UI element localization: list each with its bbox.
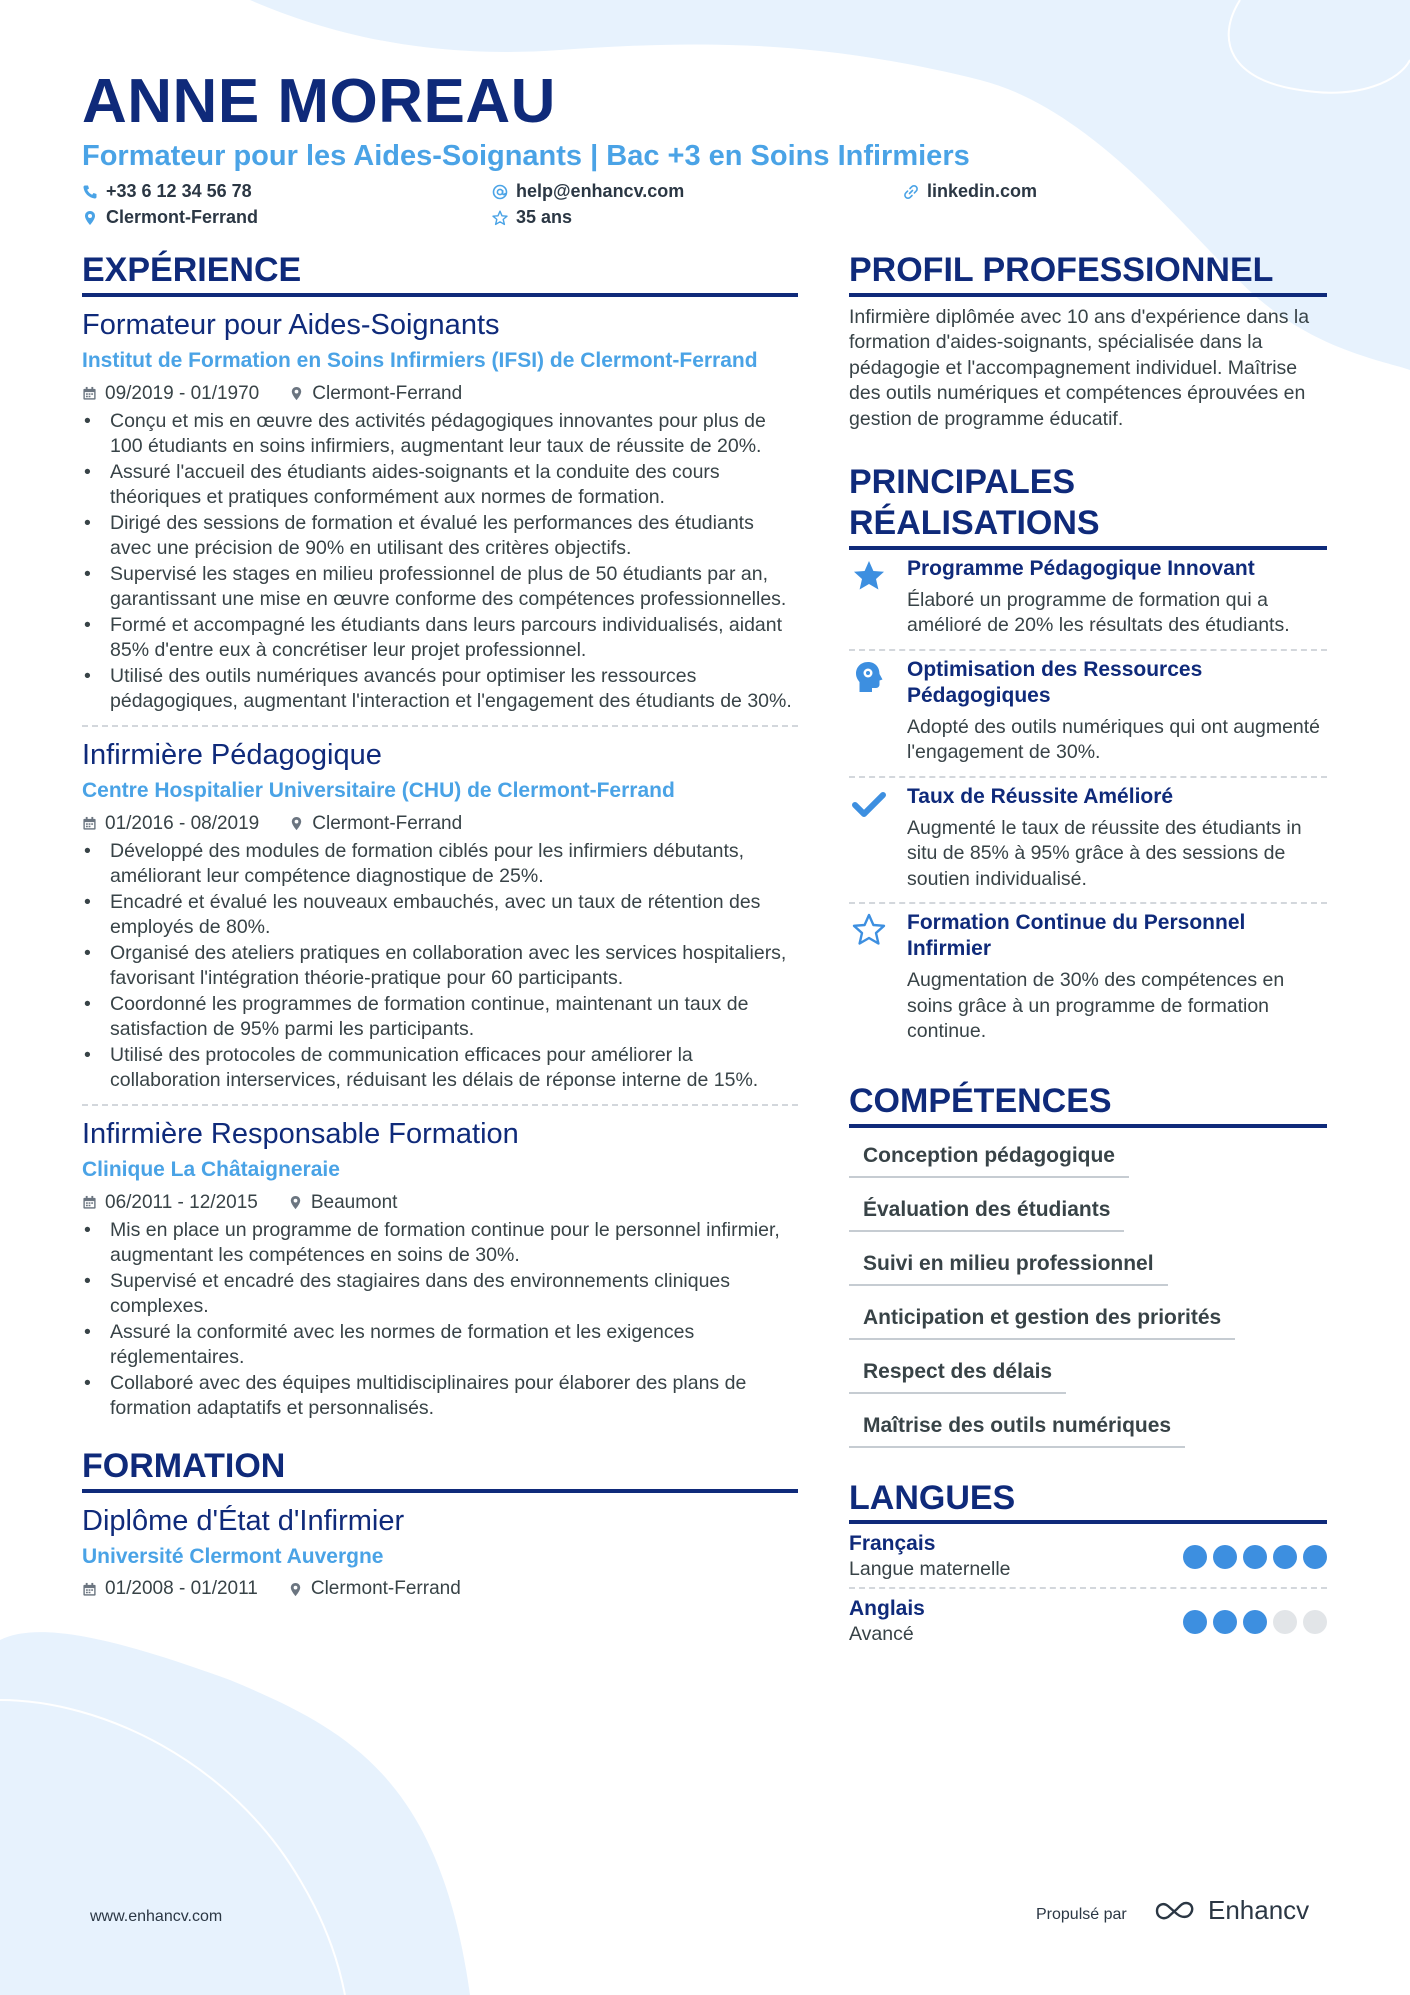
contact-linkedin — [903, 181, 1037, 202]
skills-list — [849, 1128, 1327, 1448]
link-icon — [903, 184, 919, 200]
job-bullet: • Mis en place un programme de formation continue pour le personnel infirmier, augmentant les compétences en soins de 30%. — [82, 1218, 798, 1269]
job-bullet: • Supervisé et encadré des stagiaires dans des environnements cliniques complexes. — [82, 1269, 798, 1320]
profile-text: Infirmière diplômée avec 10 ans d'expérience dans la formation d'aides-soignants, spécialisée dans la pédagogie et l'accompagnement individuel. Maîtrise des outils numériques et compétences éprouvées en gestion de programme éducatif. — [849, 305, 1310, 430]
education-heading: FORMATION — [82, 1446, 798, 1493]
job-meta — [82, 813, 798, 835]
language-level: Langue maternelle — [849, 1558, 1011, 1581]
rating-dot-filled — [1183, 1610, 1207, 1634]
job-bullet: • Encadré et évalué les nouveaux embauchés, avec un taux de rétention des employés de 80%. — [82, 890, 798, 941]
achievement-desc: Augmenté le taux de réussite des étudiants in situ de 85% à 95% grâce à des sessions de soutien individualisé. — [907, 816, 1302, 890]
calendar-icon — [82, 1582, 97, 1597]
job-title: Formateur pour Aides-Soignants — [82, 308, 500, 341]
rating-dot-empty — [1273, 1610, 1297, 1634]
achievement-item — [849, 651, 1327, 778]
age-text: 35 ans — [516, 207, 573, 227]
job-bullet: • Utilisé des protocoles de communication efficaces pour améliorer la collaboration interservices, réduisant les délais de réponse interne de 15%. — [82, 1043, 798, 1094]
candidate-name: ANNE MOREAU — [82, 67, 556, 136]
achievement-title: Formation Continue du Personnel Infirmier — [907, 911, 1246, 961]
location-pin-icon — [289, 386, 304, 401]
phone-text[interactable]: +33 6 12 34 56 78 — [106, 181, 252, 201]
footer-powered-by: Propulsé par — [1036, 1906, 1127, 1923]
achievement-desc: Adopté des outils numériques qui ont augmenté l'engagement de 30%. — [907, 715, 1321, 764]
job-location-text: Clermont-Ferrand — [312, 382, 463, 404]
enhancv-brand: Enhancv — [1208, 1895, 1310, 1925]
achievement-title: Taux de Réussite Amélioré — [907, 784, 1174, 808]
job-location-text: Beaumont — [310, 1191, 398, 1213]
footer-url[interactable]: www.enhancv.com — [90, 1908, 223, 1925]
language-level: Avancé — [849, 1623, 914, 1646]
job-meta — [82, 383, 798, 405]
languages-heading: LANGUES — [849, 1478, 1327, 1525]
achievement-desc: Élaboré un programme de formation qui a amélioré de 20% les résultats des étudiants. — [907, 588, 1290, 637]
contact-age — [492, 207, 572, 228]
job-meta — [82, 1192, 798, 1214]
job-bullets — [82, 409, 798, 715]
education-dates — [82, 1578, 258, 1600]
location-pin-icon — [288, 1582, 303, 1597]
location-text: Clermont-Ferrand — [106, 207, 259, 227]
profile-heading: PROFIL PROFESSIONNEL — [849, 250, 1327, 297]
job-bullets — [82, 839, 798, 1094]
rating-dot-filled — [1213, 1545, 1237, 1569]
job-dates — [82, 1192, 258, 1214]
achievements-heading — [849, 462, 1327, 550]
education-meta — [82, 1578, 798, 1600]
candidate-title: Formateur pour les Aides-Soignants | Bac +3 en Soins Infirmiers — [82, 140, 970, 172]
job-location — [288, 1192, 398, 1214]
achievement-title: Programme Pédagogique Innovant — [907, 556, 1255, 580]
rating-dot-filled — [1243, 1545, 1267, 1569]
job-company: Institut de Formation en Soins Infirmiers (IFSI) de Clermont-Ferrand — [82, 349, 758, 373]
job-bullet: • Supervisé les stages en milieu professionnel de plus de 50 étudiants par an, garantissant une mise en œuvre conforme des compétences professionnelles. — [82, 562, 798, 613]
job-location — [289, 383, 462, 405]
education-dates-text: 01/2008 - 01/2011 — [105, 1578, 258, 1600]
job-bullet: • Formé et accompagné les étudiants dans leurs parcours individualisés, aidant 85% d'entre eux à concrétiser leur projet professionnel. — [82, 613, 798, 664]
job-bullet: • Coordonné les programmes de formation continue, maintenant un taux de satisfaction de 95% parmi les participants. — [82, 992, 798, 1043]
linkedin-text[interactable]: linkedin.com — [927, 181, 1038, 201]
job-dates-text: 06/2011 - 12/2015 — [105, 1191, 258, 1213]
contact-phone — [82, 181, 252, 202]
contact-email — [492, 181, 684, 202]
achievement-desc: Augmentation de 30% des compétences en soins grâce à un programme de formation continue. — [907, 969, 1285, 1043]
language-name: Français — [849, 1532, 936, 1556]
rating-dot-empty — [1303, 1610, 1327, 1634]
job-entry — [82, 737, 798, 1106]
job-title: Infirmière Responsable Formation — [82, 1117, 519, 1150]
job-bullet: • Assuré la conformité avec les normes de formation et les exigences réglementaires. — [82, 1320, 798, 1371]
skill-tag: Anticipation et gestion des priorités — [849, 1290, 1235, 1340]
skill-tag: Conception pédagogique — [849, 1128, 1129, 1178]
language-item — [849, 1524, 1327, 1589]
achievement-item — [849, 550, 1327, 651]
job-bullets — [82, 1218, 798, 1422]
job-dates-text: 01/2016 - 08/2019 — [105, 812, 260, 834]
job-company: Clinique La Châtaigneraie — [82, 1157, 340, 1181]
skill-tag: Respect des délais — [849, 1344, 1066, 1394]
language-rating — [1183, 1610, 1327, 1634]
skill-tag: Évaluation des étudiants — [849, 1182, 1124, 1232]
location-pin-icon — [82, 210, 98, 226]
job-dates — [82, 813, 259, 835]
language-name: Anglais — [849, 1597, 925, 1621]
achievements-heading-line1: PRINCIPALES — [849, 463, 1076, 502]
rating-dot-filled — [1243, 1610, 1267, 1634]
location-pin-icon — [288, 1195, 303, 1210]
job-location-text: Clermont-Ferrand — [312, 812, 463, 834]
rating-dot-filled — [1183, 1545, 1207, 1569]
head-icon — [851, 659, 887, 695]
job-bullet: • Développé des modules de formation ciblés pour les infirmiers débutants, améliorant leur compétence diagnostique de 25%. — [82, 839, 798, 890]
rating-dot-filled — [1213, 1610, 1237, 1634]
calendar-icon — [82, 1195, 97, 1210]
star-icon — [492, 210, 508, 226]
job-title: Infirmière Pédagogique — [82, 738, 382, 771]
job-bullet: • Dirigé des sessions de formation et évalué les performances des étudiants avec une précision de 90% en utilisant des critères objectifs. — [82, 511, 798, 562]
job-dates — [82, 383, 259, 405]
language-item — [849, 1589, 1327, 1652]
at-icon — [492, 184, 508, 200]
job-company: Centre Hospitalier Universitaire (CHU) de Clermont-Ferrand — [82, 779, 675, 803]
education-location-text: Clermont-Ferrand — [310, 1578, 461, 1600]
achievements-heading-line2: RÉALISATIONS — [849, 504, 1100, 543]
skills-heading: COMPÉTENCES — [849, 1081, 1327, 1128]
school-name: Université Clermont Auvergne — [82, 1544, 384, 1568]
location-pin-icon — [289, 816, 304, 831]
achievement-title: Optimisation des Ressources Pédagogiques — [907, 657, 1203, 707]
job-bullet: • Conçu et mis en œuvre des activités pédagogiques innovantes pour plus de 100 étudiants en soins infirmiers, augmentant leur taux de réussite de 20%. — [82, 409, 798, 460]
education-location — [288, 1578, 461, 1600]
rating-dot-filled — [1303, 1545, 1327, 1569]
achievement-item — [849, 778, 1327, 905]
job-entry — [82, 1116, 798, 1432]
calendar-icon — [82, 816, 97, 831]
checkmark-icon — [851, 786, 887, 822]
job-entry — [82, 307, 798, 727]
left-column — [82, 250, 798, 1624]
degree-title: Diplôme d'État d'Infirmier — [82, 1504, 405, 1537]
skill-tag: Maîtrise des outils numériques — [849, 1398, 1185, 1448]
enhancv-logo-icon — [1154, 1898, 1200, 1924]
email-text[interactable]: help@enhancv.com — [516, 181, 685, 201]
calendar-icon — [82, 386, 97, 401]
rating-dot-filled — [1273, 1545, 1297, 1569]
job-dates-text: 09/2019 - 01/1970 — [105, 382, 260, 404]
language-rating — [1183, 1545, 1327, 1569]
skill-tag: Suivi en milieu professionnel — [849, 1236, 1168, 1286]
achievement-item — [849, 904, 1327, 1055]
job-bullet: • Assuré l'accueil des étudiants aides-soignants et la conduite des cours théoriques et pratiques conformément aux normes de formation. — [82, 460, 798, 511]
education-entry — [82, 1503, 798, 1615]
job-bullet: • Collaboré avec des équipes multidisciplinaires pour élaborer des plans de formation adaptatifs et personnalisés. — [82, 1371, 798, 1422]
footer-logo — [1154, 1895, 1309, 1926]
job-bullet: • Organisé des ateliers pratiques en collaboration avec les services hospitaliers, favorisant l'intégration théorie-pratique pour 60 participants. — [82, 941, 798, 992]
star-filled-icon — [851, 558, 887, 594]
experience-heading: EXPÉRIENCE — [82, 250, 798, 297]
job-bullet: • Utilisé des outils numériques avancés pour optimiser les ressources pédagogiques, augmentant l'interaction et l'engagement des étudiants de 30%. — [82, 664, 798, 715]
phone-icon — [82, 184, 98, 200]
job-location — [289, 813, 462, 835]
contact-location — [82, 207, 258, 228]
star-outline-icon — [851, 912, 887, 948]
right-column — [849, 250, 1327, 1652]
